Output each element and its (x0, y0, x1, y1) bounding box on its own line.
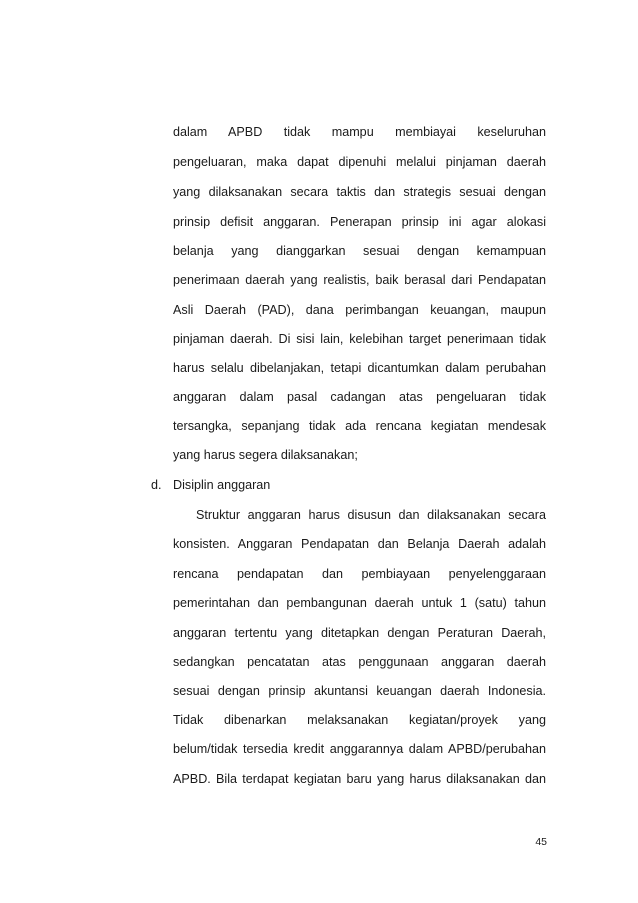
paragraph-line: sedangkan pencatatan atas penggunaan anggaran daerah (173, 655, 546, 669)
paragraph-line: Struktur anggaran harus disusun dan dilaksanakan secara (196, 508, 546, 522)
paragraph-line: penerimaan daerah yang realistis, baik berasal dari Pendapatan (173, 273, 546, 287)
paragraph-line: pengeluaran, maka dapat dipenuhi melalui pinjaman daerah (173, 155, 546, 169)
paragraph-line: rencana pendapatan dan pembiayaan penyelenggaraan (173, 567, 546, 581)
paragraph-line: pinjaman daerah. Di sisi lain, kelebihan target penerimaan tidak (173, 332, 546, 346)
paragraph-line: tersangka, sepanjang tidak ada rencana kegiatan mendesak (173, 419, 546, 433)
paragraph-line: yang dilaksanakan secara taktis dan strategis sesuai dengan (173, 185, 546, 199)
paragraph-line: belum/tidak tersedia kredit anggarannya dalam APBD/perubahan (173, 742, 546, 756)
paragraph-line: prinsip defisit anggaran. Penerapan prinsip ini agar alokasi (173, 215, 546, 229)
paragraph-line: yang harus segera dilaksanakan; (173, 448, 358, 462)
paragraph-line: anggaran tertentu yang ditetapkan dengan Peraturan Daerah, (173, 626, 546, 640)
paragraph-line: anggaran dalam pasal cadangan atas pengeluaran tidak (173, 390, 546, 404)
paragraph-line: belanja yang dianggarkan sesuai dengan kemampuan (173, 244, 546, 258)
list-marker: d. (151, 478, 162, 492)
page-number: 45 (535, 836, 547, 848)
paragraph-line: dalam APBD tidak mampu membiayai keseluruhan (173, 125, 546, 139)
paragraph-line: sesuai dengan prinsip akuntansi keuangan daerah Indonesia. (173, 684, 546, 698)
section-heading: Disiplin anggaran (173, 478, 271, 492)
paragraph-line: harus selalu dibelanjakan, tetapi dicantumkan dalam perubahan (173, 361, 546, 375)
paragraph-line: Tidak dibenarkan melaksanakan kegiatan/proyek yang (173, 713, 546, 727)
paragraph-line: konsisten. Anggaran Pendapatan dan Belanja Daerah adalah (173, 537, 546, 551)
paragraph-line: pemerintahan dan pembangunan daerah untuk 1 (satu) tahun (173, 596, 546, 610)
paragraph-line: APBD. Bila terdapat kegiatan baru yang harus dilaksanakan dan (173, 772, 546, 786)
paragraph-line: Asli Daerah (PAD), dana perimbangan keuangan, maupun (173, 303, 546, 317)
